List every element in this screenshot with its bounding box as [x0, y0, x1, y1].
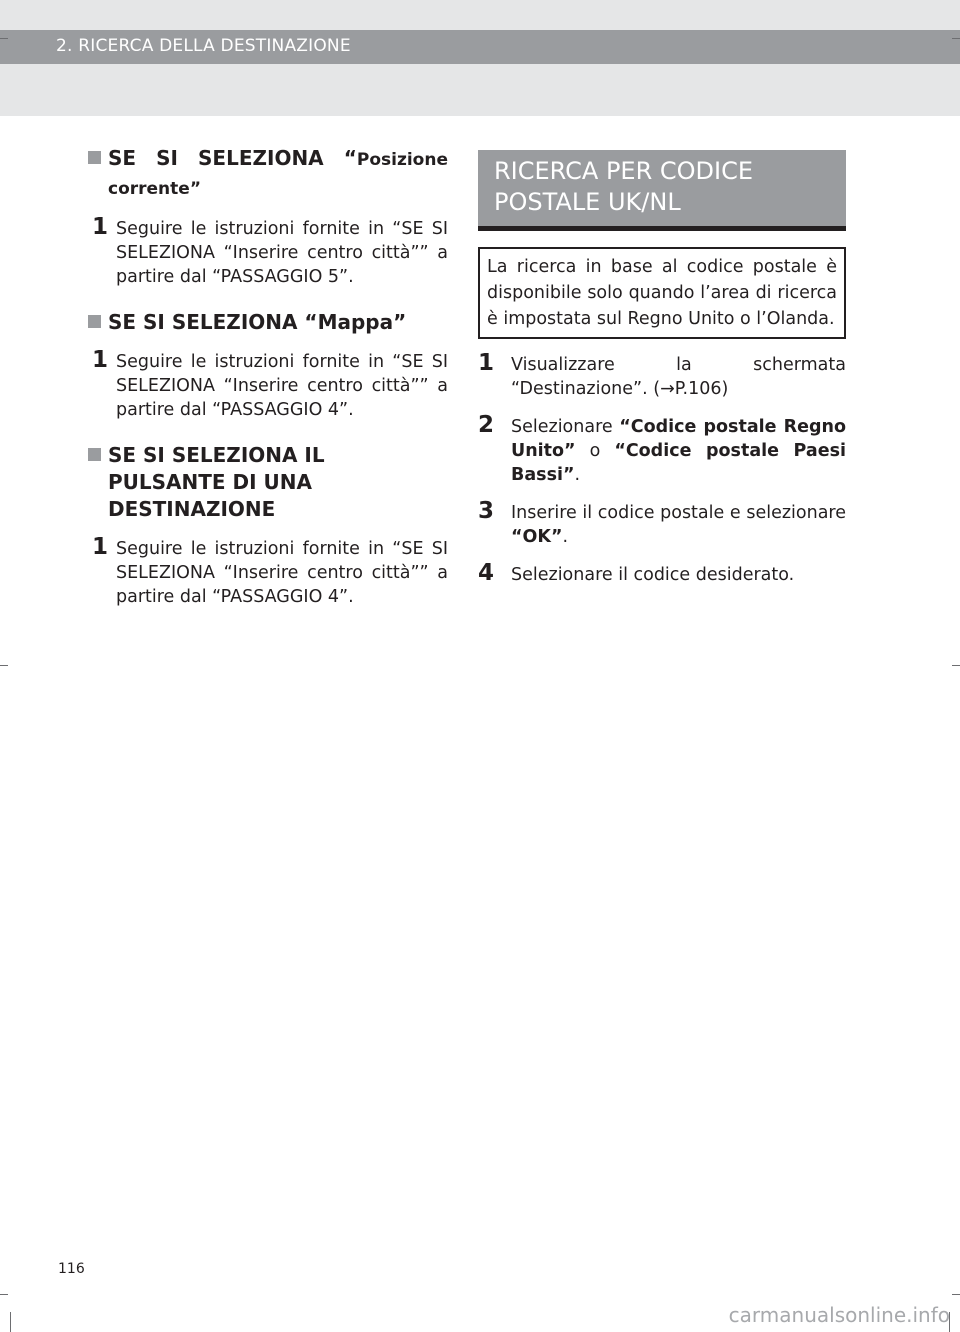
square-bullet-icon [88, 151, 101, 164]
section-heading-posizione [96, 145, 448, 203]
step-text-bold: “Codice postale Paesi Bassi” [511, 441, 846, 485]
heading-text: SE SI SELEZIONA “ [108, 146, 357, 170]
step-text: Inserire il codice postale e selezionare [511, 503, 846, 523]
left-column [92, 145, 448, 629]
square-bullet-icon [88, 448, 101, 461]
step-number: 1 [92, 534, 109, 560]
step-text: Visualizzare la schermata “Destinazione”. ( [511, 355, 846, 399]
step-item [92, 534, 448, 609]
step-number: 4 [478, 560, 495, 586]
section-heading-pulsante [96, 442, 448, 523]
heading-text: SE SI SELEZIONA IL PULSANTE DI UNA DESTINAZIONE [108, 443, 325, 521]
step-text: Seguire le istruzioni fornite in “SE SI SELEZIONA “Inserire centro città”” a partire dal “PASSAGGIO 4”. [116, 352, 448, 420]
step-item [478, 350, 846, 401]
crop-mark [952, 1294, 960, 1295]
heading-text: Posizione [356, 150, 448, 170]
step-text: o [575, 441, 615, 461]
step-number: 1 [92, 347, 109, 373]
step-item [478, 412, 846, 487]
crop-mark [0, 38, 8, 39]
crop-mark [952, 38, 960, 39]
step-number: 3 [478, 498, 495, 524]
step-item [478, 498, 846, 549]
watermark: carmanualsonline.info [728, 1303, 950, 1327]
step-number: 1 [92, 214, 109, 240]
step-text: Selezionare il codice desiderato. [511, 565, 795, 585]
crop-mark [10, 1312, 11, 1332]
crop-mark [952, 665, 960, 666]
step-item [478, 560, 846, 587]
step-text: Seguire le istruzioni fornite in “SE SI SELEZIONA “Inserire centro città”” a partire dal “PASSAGGIO 5”. [116, 219, 448, 287]
heading-text: corrente” [108, 179, 201, 199]
step-text: . [574, 465, 581, 485]
chapter-title: 2. RICERCA DELLA DESTINAZIONE [56, 36, 351, 56]
info-note: La ricerca in base al codice postale è disponibile solo quando l’area di ricerca è impostata sul Regno Unito o l’Olanda. [478, 247, 846, 339]
step-text-bold: “OK” [511, 527, 563, 547]
arrow-icon: → [660, 379, 675, 399]
step-text-bold: “Codice postale Regno Unito” [511, 417, 846, 461]
step-item [92, 214, 448, 289]
step-text: Selezionare [511, 417, 620, 437]
section-heading-mappa [96, 309, 448, 336]
page-reference-link[interactable]: P.106) [674, 379, 729, 399]
step-text: . [562, 527, 569, 547]
square-bullet-icon [88, 315, 101, 328]
right-column [478, 150, 846, 601]
page-number: 116 [58, 1261, 85, 1277]
step-number: 1 [478, 350, 495, 376]
heading-text: SE SI SELEZIONA “Mappa” [108, 310, 407, 334]
step-text: Seguire le istruzioni fornite in “SE SI SELEZIONA “Inserire centro città”” a partire dal “PASSAGGIO 4”. [116, 539, 448, 607]
crop-mark [0, 1294, 8, 1295]
crop-mark [0, 665, 8, 666]
step-number: 2 [478, 412, 495, 438]
section-box-title: RICERCA PER CODICE POSTALE UK/NL [478, 150, 846, 231]
step-item [92, 347, 448, 422]
